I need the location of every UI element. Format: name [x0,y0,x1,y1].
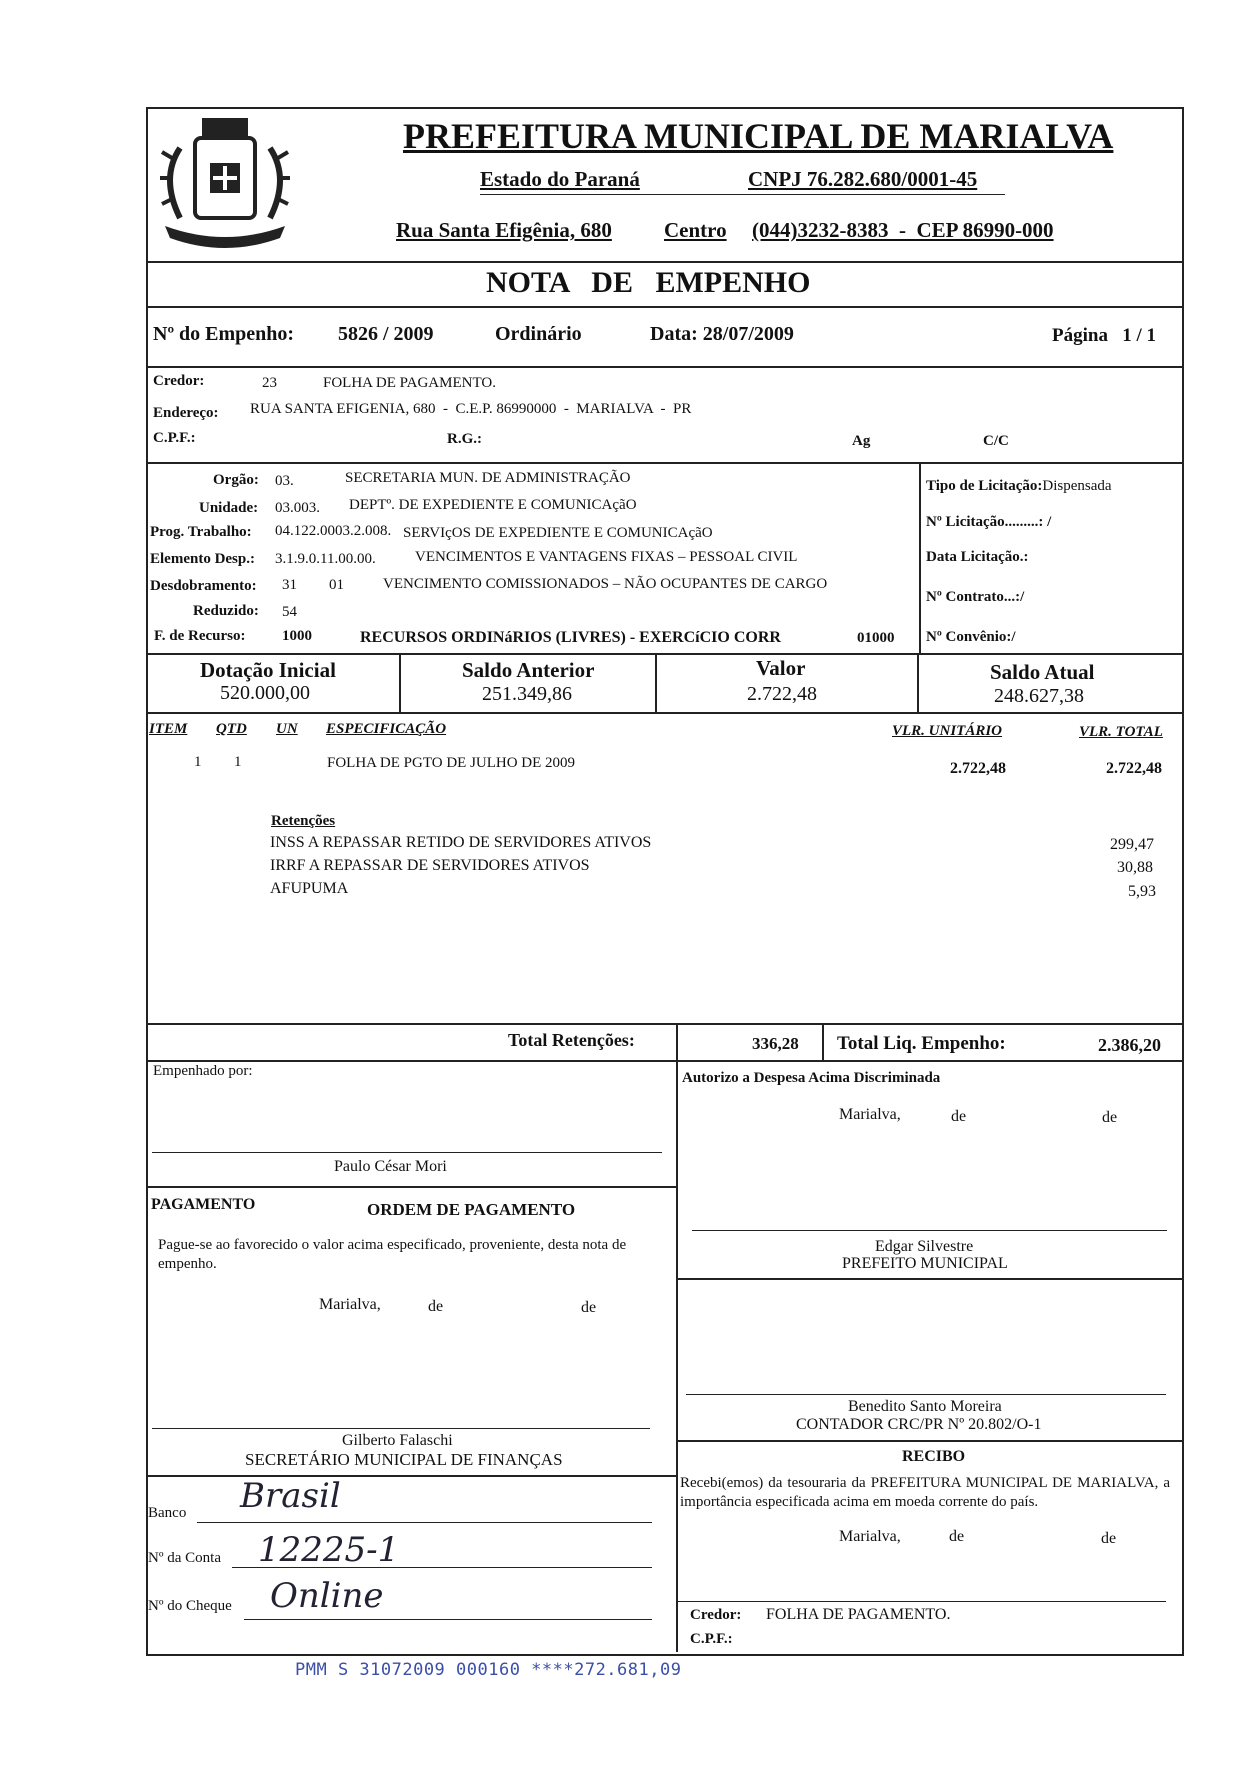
item-unit-value: 2.722,48 [950,760,1006,777]
item-number: 1 [194,754,202,770]
orgao-label: Orgão: [213,472,259,488]
empenhado-por-label: Empenhado por: [153,1063,253,1079]
cnpj-label: CNPJ 76.282.680/0001-45 [748,167,978,191]
retencao-3-value: 5,93 [1128,883,1156,900]
secretario-name: Gilberto Falaschi [342,1432,453,1449]
empenho-page: Página 1 / 1 [1052,325,1156,346]
dotacao-inicial-label: Dotação Inicial [200,658,336,682]
pagamento-heading: PAGAMENTO [151,1196,256,1213]
secretario-signature-line [152,1428,650,1429]
prefeitura-title: PREFEITURA MUNICIPAL DE MARIALVA [403,116,1114,156]
empenho-type: Ordinário [495,323,582,345]
item-total-value: 2.722,48 [1106,760,1162,777]
recurso-code2: 01000 [857,630,895,646]
bank-stamp: PMM S 31072009 000160 ****272.681,09 [295,1660,682,1680]
retencao-1-desc: INSS A REPASSAR RETIDO DE SERVIDORES ATIVOS [270,834,652,851]
col-un: UN [276,721,298,737]
pagamento-local: Marialva, [319,1296,381,1313]
cnpj-underline [480,194,1005,195]
total-retencoes-label: Total Retenções: [508,1030,635,1050]
elemento-name: VENCIMENTOS E VANTAGENS FIXAS – PESSOAL CIVIL [415,549,798,565]
pagamento-de-1: de [428,1298,444,1315]
recurso-name: RECURSOS ORDINáRIOS (LIVRES) - EXERCíCIO CORR [360,629,781,646]
total-liquido-value: 2.386,20 [1098,1035,1161,1055]
contrato-numero: Nº Contrato...:/ [926,589,1025,605]
state-label: Estado do Paraná [480,167,640,191]
prefeito-name: Edgar Silvestre [875,1238,974,1255]
recurso-label: F. de Recurso: [154,628,246,644]
autorizo-de-2: de [1102,1109,1118,1126]
prog-label: Prog. Trabalho: [150,524,252,540]
item-description: FOLHA DE PGTO DE JULHO DE 2009 [327,755,576,771]
licitacao-tipo: Dispensada [1042,478,1112,494]
recibo-credor-value: FOLHA DE PAGAMENTO. [766,1606,951,1623]
reduzido-label: Reduzido: [193,603,259,619]
empenho-number: 5826 / 2009 [338,323,434,345]
recurso-code: 1000 [282,628,312,644]
prefeito-cargo: PREFEITO MUNICIPAL [842,1255,1008,1272]
licitacao-numero: Nº Licitação.........: / [926,514,1052,530]
empenhado-por-name: Paulo César Mori [334,1158,447,1175]
secretario-cargo: SECRETÁRIO MUNICIPAL DE FINANÇAS [245,1450,563,1469]
licitacao-data: Data Licitação.: [926,549,1029,565]
credor-label: Credor: [153,373,205,389]
conta-line [232,1567,652,1568]
district-label: Centro [664,218,727,242]
autorizo-local: Marialva, [839,1106,901,1123]
conta-label: Nº da Conta [148,1550,221,1566]
cheque-handwritten: Online [270,1576,384,1616]
address-label: Rua Santa Efigênia, 680 [396,218,612,242]
col-valor-unitario: VLR. UNITÁRIO [892,723,1003,739]
orgao-name: SECRETARIA MUN. DE ADMINISTRAÇÃO [345,470,631,486]
desdobramento-code2: 01 [329,577,344,593]
item-qtd: 1 [234,754,242,770]
valor-label: Valor [756,656,806,680]
empenhado-signature-line [152,1152,662,1153]
prefeito-signature-line [692,1230,1167,1231]
licitacao-tipo-label-text: Tipo de Licitação: [926,478,1043,494]
saldo-atual-value: 248.627,38 [994,685,1084,707]
elemento-label: Elemento Desp.: [150,551,255,567]
total-liquido-label: Total Liq. Empenho: [837,1033,1006,1054]
phone-cep-label: (044)3232-8383 - CEP 86990-000 [752,218,1054,242]
credor-code: 23 [262,375,277,391]
unidade-label: Unidade: [199,500,259,516]
valor-value: 2.722,48 [747,683,817,705]
total-retencoes-value: 336,28 [752,1034,799,1053]
document-title: NOTA DE EMPENHO [486,266,811,299]
pagamento-de-2: de [581,1299,597,1316]
desdobramento-code1: 31 [282,577,297,593]
desdobramento-label: Desdobramento: [150,578,257,594]
retencao-2-desc: IRRF A REPASSAR DE SERVIDORES ATIVOS [270,857,590,874]
recibo-cpf-label: C.P.F.: [690,1631,733,1647]
recibo-heading: RECIBO [902,1448,966,1465]
banco-label: Banco [148,1505,187,1521]
saldo-atual-label: Saldo Atual [990,660,1095,684]
retencao-1-value: 299,47 [1110,836,1154,853]
orgao-code: 03. [275,473,294,489]
col-especificacao: ESPECIFICAÇÃO [326,721,447,737]
autorizo-despesa: Autorizo a Despesa Acima Discriminada [682,1070,941,1086]
recibo-de-2: de [1101,1530,1117,1547]
endereco-label: Endereço: [153,405,219,421]
banco-handwritten: Brasil [240,1476,341,1516]
convenio-numero: Nº Convênio:/ [926,629,1016,645]
conta-handwritten: 12225-1 [258,1530,400,1570]
ag-label: Ag [852,433,871,449]
rg-label: R.G.: [447,431,482,447]
contador-signature-line [686,1394,1166,1395]
reduzido-value: 54 [282,604,297,620]
coat-of-arms-logo [150,108,300,256]
banco-line [197,1522,652,1523]
desdobramento-name: VENCIMENTO COMISSIONADOS – NÃO OCUPANTES DE CARGO [383,576,828,592]
recibo-signature-line [676,1601,1166,1602]
retencao-3-desc: AFUPUMA [270,880,349,897]
col-valor-total: VLR. TOTAL [1079,724,1163,740]
prog-name: SERVIçOS DE EXPEDIENTE E COMUNICAçãO [403,525,713,541]
elemento-code: 3.1.9.0.11.00.00. [275,551,376,567]
cc-label: C/C [983,433,1009,449]
retencoes-heading: Retenções [271,813,336,829]
unidade-code: 03.003. [275,500,320,516]
endereco-value: RUA SANTA EFIGENIA, 680 - C.E.P. 86990000 - MARIALVA - PR [250,401,692,417]
retencao-2-value: 30,88 [1117,859,1153,876]
recibo-de-1: de [949,1528,965,1545]
prog-code: 04.122.0003.2.008. [275,523,392,539]
ordem-pagamento-heading: ORDEM DE PAGAMENTO [367,1200,576,1219]
pague-se-text: Pague-se ao favorecido o valor acima especificado, proveniente, desta nota de empenho. [158,1237,627,1272]
saldo-anterior-label: Saldo Anterior [462,658,595,682]
licitacao-tipo-label [926,478,1112,495]
recibo-text: Recebi(emos) da tesouraria da PREFEITURA MUNICIPAL DE MARIALVA, a importância especificada acima em moeda corrente do país. [680,1475,1170,1510]
empenho-number-label: Nº do Empenho: [153,323,295,345]
cheque-label: Nº do Cheque [148,1598,232,1614]
cheque-line [244,1619,652,1620]
dotacao-inicial-value: 520.000,00 [220,682,310,704]
cpf-label: C.P.F.: [153,430,196,446]
credor-name: FOLHA DE PAGAMENTO. [323,375,496,391]
seal-banner-text: MARIALVA [195,219,252,231]
recibo-credor-label: Credor: [690,1607,742,1623]
saldo-anterior-value: 251.349,86 [482,683,572,705]
col-qtd: QTD [216,721,247,737]
empenho-date: Data: 28/07/2009 [650,323,794,345]
contador-name: Benedito Santo Moreira [848,1398,1002,1415]
recibo-local: Marialva, [839,1528,901,1545]
autorizo-de-1: de [951,1108,967,1125]
col-item: ITEM [149,721,188,737]
unidade-name: DEPTº. DE EXPEDIENTE E COMUNICAçãO [349,497,637,513]
contador-cargo: CONTADOR CRC/PR Nº 20.802/O-1 [796,1416,1042,1433]
